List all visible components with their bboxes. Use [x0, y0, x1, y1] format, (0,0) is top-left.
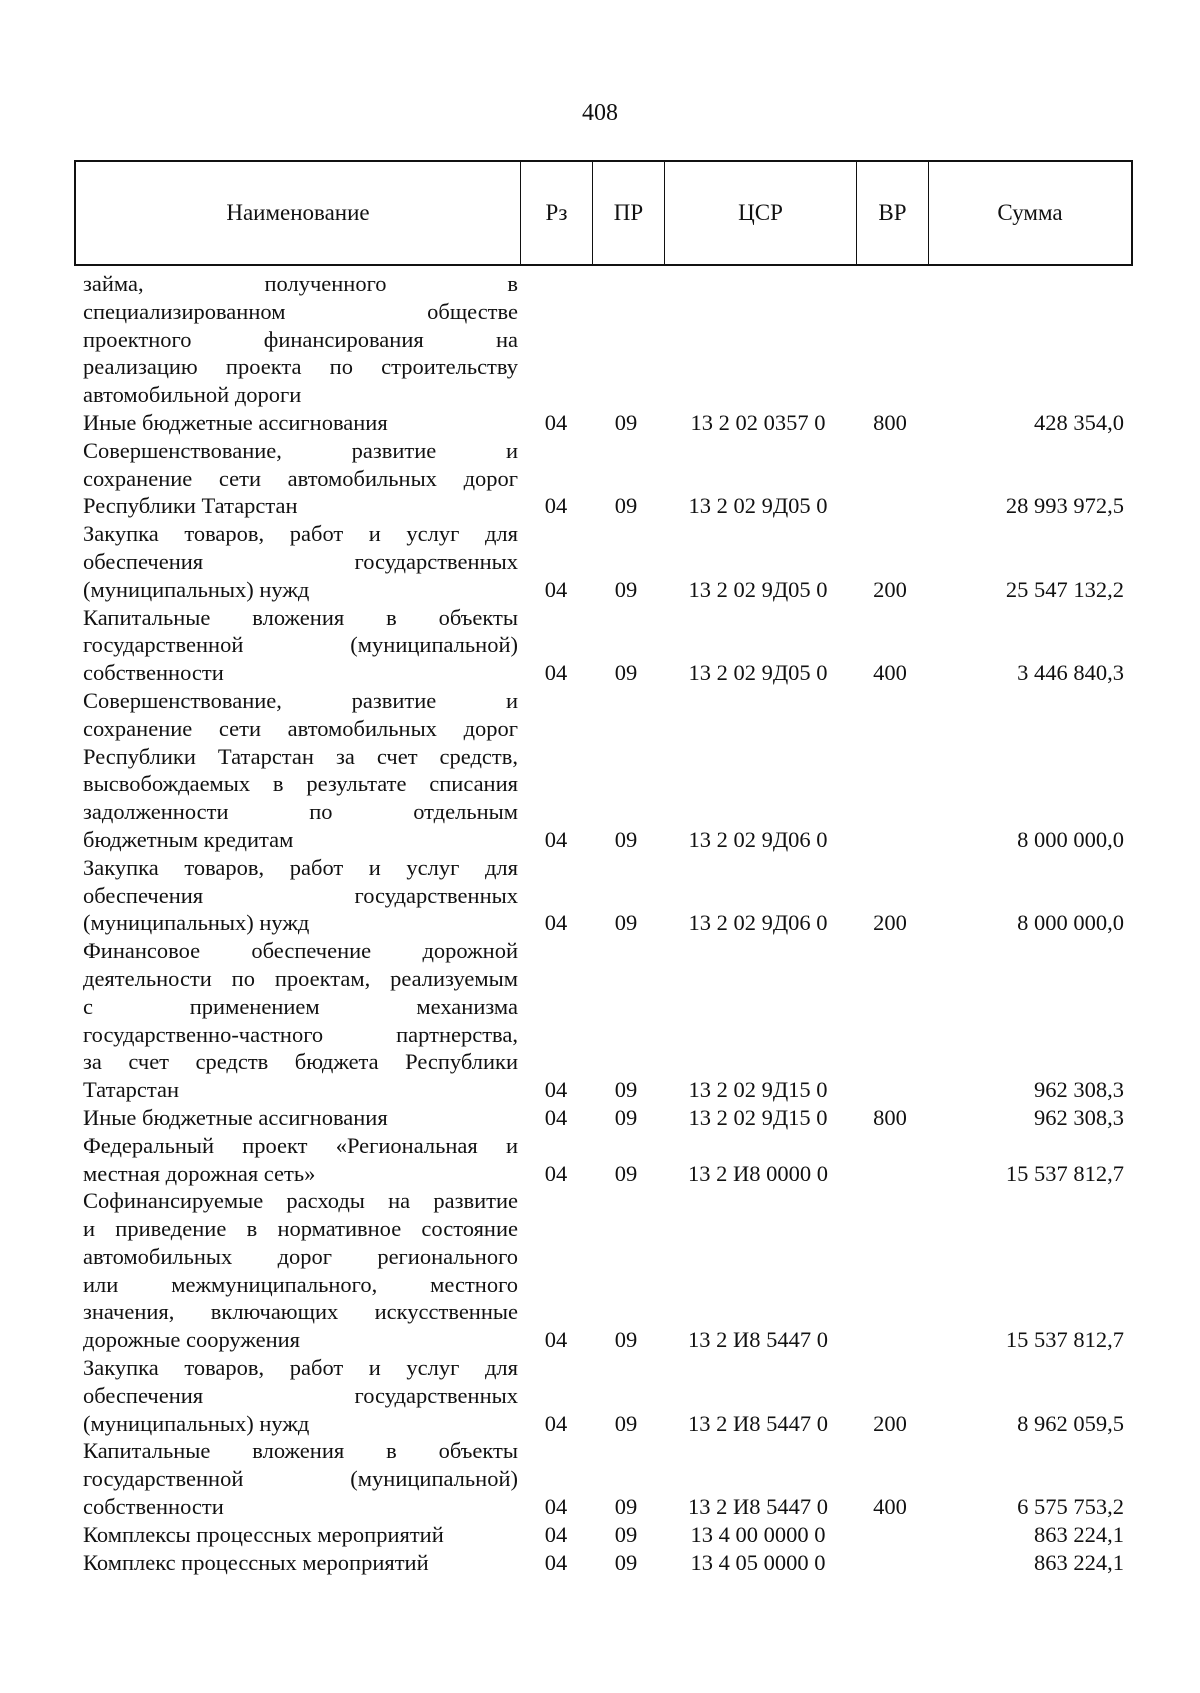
header-vr: ВР — [857, 162, 929, 264]
row-name-line: Республики Татарстан — [83, 493, 298, 519]
row-name-line: собственности — [83, 1494, 224, 1520]
row-pr: 09 — [614, 1160, 638, 1186]
row-name-line: Иные бюджетные ассигнования — [83, 1104, 388, 1130]
row-name — [74, 270, 518, 409]
row-name — [74, 1549, 518, 1577]
row-csr: 13 2 И8 5447 0 — [688, 1494, 828, 1520]
row-name-line: деятельности по проектам, реализуемым — [83, 965, 518, 991]
header-name: Наименование — [76, 162, 521, 264]
row-csr: 13 2 02 9Д15 0 — [688, 1104, 828, 1130]
row-sum: 428 354,0 — [1034, 409, 1124, 435]
row-pr: 09 — [614, 1410, 638, 1436]
row-name-line: Финансовое обеспечение дорожной — [83, 938, 518, 964]
page-number: 408 — [582, 100, 618, 126]
row-name-line: Татарстан — [83, 1077, 180, 1103]
table-row — [74, 1549, 1133, 1577]
row-name-line: обеспечения государственных — [83, 882, 518, 908]
row-name-line: проектного финансирования на — [83, 326, 518, 352]
row-sum: 25 547 132,2 — [1005, 576, 1124, 602]
row-csr: 13 2 И8 0000 0 — [688, 1160, 828, 1186]
row-name-line: или межмуниципального, местного — [83, 1271, 518, 1297]
row-name-line: за счет средств бюджета Республики — [83, 1049, 518, 1075]
row-name — [74, 854, 518, 937]
row-pr: 09 — [614, 1494, 638, 1520]
table-row — [74, 1132, 1133, 1188]
row-name — [74, 409, 518, 437]
row-rz: 04 — [544, 1104, 568, 1130]
row-name-line: задолженности по отдельным — [83, 799, 518, 825]
row-name — [74, 1187, 518, 1354]
row-rz: 04 — [544, 1521, 568, 1547]
row-name — [74, 604, 518, 687]
row-name-line: бюджетным кредитам — [83, 826, 294, 852]
row-csr: 13 2 02 9Д06 0 — [688, 910, 828, 936]
row-name — [74, 1354, 518, 1437]
row-sum: 28 993 972,5 — [1005, 493, 1124, 519]
table-row — [74, 937, 1133, 1104]
row-vr: 200 — [873, 910, 907, 936]
row-pr: 09 — [614, 409, 638, 435]
row-csr: 13 4 05 0000 0 — [690, 1549, 826, 1575]
table-row — [74, 1521, 1133, 1549]
row-name-line: государственной (муниципальной) — [83, 1466, 518, 1492]
header-csr: ЦСР — [665, 162, 857, 264]
row-name-line: обеспечения государственных — [83, 1382, 518, 1408]
row-name-line: реализацию проекта по строительству — [83, 354, 518, 380]
row-rz: 04 — [544, 660, 568, 686]
row-name-line: Республики Татарстан за счет средств, — [83, 743, 518, 769]
row-sum: 962 308,3 — [1034, 1104, 1124, 1130]
row-pr: 09 — [614, 1521, 638, 1547]
row-pr: 09 — [614, 1549, 638, 1575]
row-name-line: собственности — [83, 660, 224, 686]
row-pr: 09 — [614, 826, 638, 852]
row-name-line: Закупка товаров, работ и услуг для — [83, 1355, 518, 1381]
row-pr: 09 — [614, 1104, 638, 1130]
row-name-line: Закупка товаров, работ и услуг для — [83, 854, 518, 880]
row-rz: 04 — [544, 493, 568, 519]
row-rz: 04 — [544, 409, 568, 435]
table-row — [74, 1187, 1133, 1354]
row-csr: 13 2 02 9Д06 0 — [688, 826, 828, 852]
row-pr: 09 — [614, 1077, 638, 1103]
row-sum: 962 308,3 — [1034, 1077, 1124, 1103]
row-name-line: Капитальные вложения в объекты — [83, 604, 518, 630]
table-row — [74, 1437, 1133, 1520]
row-name-line: автомобильных дорог регионального — [83, 1243, 518, 1269]
row-name-line: Капитальные вложения в объекты — [83, 1438, 518, 1464]
row-sum: 15 537 812,7 — [1005, 1160, 1124, 1186]
table-row — [74, 687, 1133, 854]
row-sum: 863 224,1 — [1034, 1549, 1124, 1575]
row-csr: 13 2 02 9Д05 0 — [688, 660, 828, 686]
row-name-line: Федеральный проект «Региональная и — [83, 1132, 518, 1158]
row-sum: 6 575 753,2 — [1017, 1494, 1124, 1520]
row-name-line: сохранение сети автомобильных дорог — [83, 715, 518, 741]
row-name — [74, 437, 518, 520]
row-name-line: Закупка товаров, работ и услуг для — [83, 521, 518, 547]
row-csr: 13 2 И8 5447 0 — [688, 1327, 828, 1353]
row-name-line: Совершенствование, развитие и — [83, 687, 518, 713]
row-name-line: и приведение в нормативное состояние — [83, 1216, 518, 1242]
row-name-line: высвобождаемых в результате списания — [83, 771, 518, 797]
row-csr: 13 2 02 9Д05 0 — [688, 493, 828, 519]
row-name — [74, 1132, 518, 1188]
table-row — [74, 409, 1133, 437]
row-vr: 800 — [873, 1104, 907, 1130]
row-rz: 04 — [544, 1549, 568, 1575]
row-csr: 13 2 И8 5447 0 — [688, 1410, 828, 1436]
row-name — [74, 937, 518, 1104]
table-row — [74, 854, 1133, 937]
row-name-line: автомобильной дороги — [83, 382, 302, 408]
row-pr: 09 — [614, 660, 638, 686]
row-name-line: Софинансируемые расходы на развитие — [83, 1188, 518, 1214]
row-name — [74, 1437, 518, 1520]
row-rz: 04 — [544, 1410, 568, 1436]
row-name-line: (муниципальных) нужд — [83, 1410, 310, 1436]
row-name-line: (муниципальных) нужд — [83, 910, 310, 936]
table-row — [74, 270, 1133, 409]
table-header — [74, 160, 1133, 266]
row-name-line: Иные бюджетные ассигнования — [83, 409, 388, 435]
row-csr: 13 4 00 0000 0 — [690, 1521, 826, 1547]
row-name-line: дорожные сооружения — [83, 1327, 301, 1353]
row-vr: 200 — [873, 1410, 907, 1436]
row-sum: 8 000 000,0 — [1017, 826, 1124, 852]
row-name-line: значения, включающих искусственные — [83, 1299, 518, 1325]
row-pr: 09 — [614, 1327, 638, 1353]
row-sum: 8 000 000,0 — [1017, 910, 1124, 936]
header-rz: Рз — [521, 162, 593, 264]
table-body — [74, 270, 1133, 1576]
row-vr: 200 — [873, 576, 907, 602]
row-name-line: местная дорожная сеть» — [83, 1160, 316, 1186]
row-pr: 09 — [614, 493, 638, 519]
row-vr: 400 — [873, 660, 907, 686]
row-name-line: с применением механизма — [83, 993, 518, 1019]
row-name-line: специализированном обществе — [83, 298, 518, 324]
row-name-line: Комплекс процессных мероприятий — [83, 1549, 429, 1575]
table-row — [74, 1354, 1133, 1437]
row-name-line: сохранение сети автомобильных дорог — [83, 465, 518, 491]
row-csr: 13 2 02 9Д05 0 — [688, 576, 828, 602]
table-row — [74, 1104, 1133, 1132]
row-rz: 04 — [544, 1077, 568, 1103]
row-name-line: Совершенствование, развитие и — [83, 437, 518, 463]
row-name — [74, 687, 518, 854]
row-rz: 04 — [544, 1160, 568, 1186]
row-csr: 13 2 02 0357 0 — [690, 409, 826, 435]
row-csr: 13 2 02 9Д15 0 — [688, 1077, 828, 1103]
row-rz: 04 — [544, 1494, 568, 1520]
row-name — [74, 1104, 518, 1132]
row-name-line: обеспечения государственных — [83, 548, 518, 574]
row-sum: 863 224,1 — [1034, 1521, 1124, 1547]
row-sum: 15 537 812,7 — [1005, 1327, 1124, 1353]
row-name-line: государственно-частного партнерства, — [83, 1021, 518, 1047]
row-name — [74, 1521, 518, 1549]
header-sum: Сумма — [997, 200, 1063, 225]
row-name-line: государственной (муниципальной) — [83, 632, 518, 658]
row-pr: 09 — [614, 576, 638, 602]
row-name — [74, 520, 518, 603]
row-pr: 09 — [614, 910, 638, 936]
row-name-line: (муниципальных) нужд — [83, 576, 310, 602]
table-row — [74, 437, 1133, 520]
row-sum: 3 446 840,3 — [1017, 660, 1124, 686]
row-vr: 400 — [873, 1494, 907, 1520]
row-rz: 04 — [544, 910, 568, 936]
table-row — [74, 604, 1133, 687]
row-vr: 800 — [873, 409, 907, 435]
table-row — [74, 520, 1133, 603]
row-name-line: Комплексы процессных мероприятий — [83, 1521, 444, 1547]
row-rz: 04 — [544, 576, 568, 602]
header-pr: ПР — [593, 162, 665, 264]
row-rz: 04 — [544, 1327, 568, 1353]
row-rz: 04 — [544, 826, 568, 852]
row-name-line: займа, полученного в — [83, 271, 518, 296]
row-sum: 8 962 059,5 — [1017, 1410, 1124, 1436]
